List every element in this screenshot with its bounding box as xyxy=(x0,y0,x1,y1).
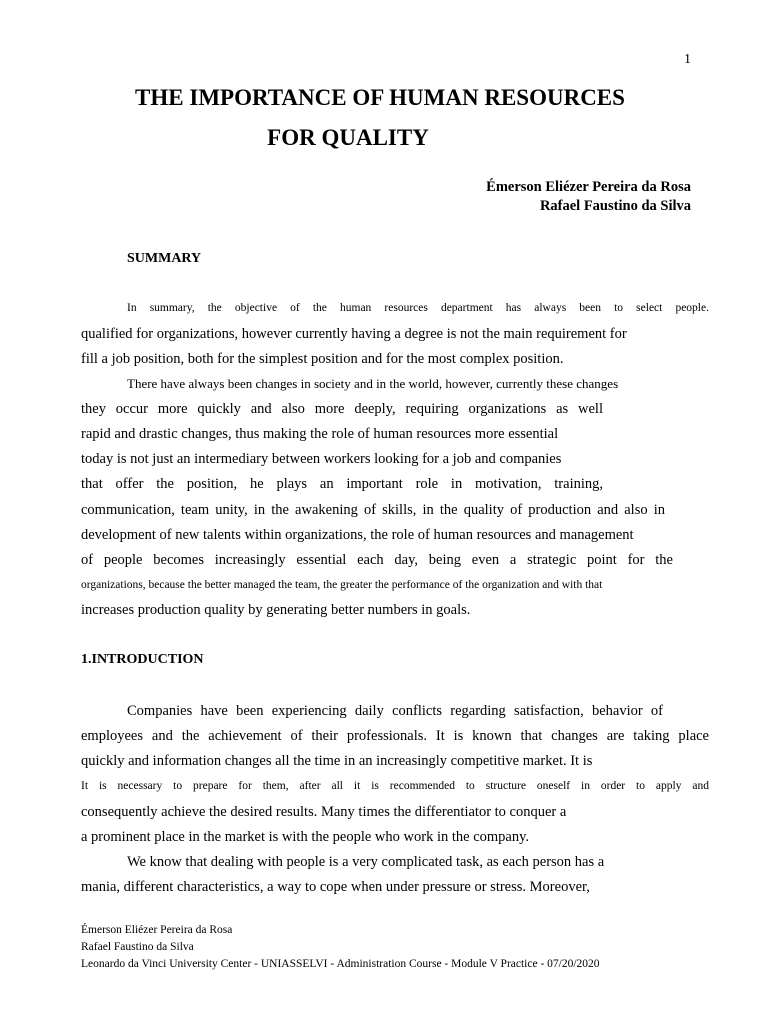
intro-line: It is necessary to prepare for them, after all it is recommended to structure oneself in order to apply and xyxy=(81,780,709,792)
intro-line: We know that dealing with people is a very complicated task, as each person has a xyxy=(127,854,605,870)
footer-author-2: Rafael Faustino da Silva xyxy=(81,941,194,953)
title-line-1: THE IMPORTANCE OF HUMAN RESOURCES xyxy=(135,85,625,110)
intro-line: quickly and information changes all the time in an increasingly competitive market. It is xyxy=(81,753,593,769)
summary-line: There have always been changes in society and in the world, however, currently these changes xyxy=(127,376,619,391)
author-2: Rafael Faustino da Silva xyxy=(539,198,691,214)
summary-line: of people becomes increasingly essential each day, being even a strategic point for the xyxy=(81,552,673,568)
summary-line: today is not just an intermediary between workers looking for a job and companies xyxy=(81,451,562,467)
summary-line: development of new talents within organizations, the role of human resources and management xyxy=(81,527,634,543)
summary-heading: SUMMARY xyxy=(127,251,202,266)
summary-line: that offer the position, he plays an important role in motivation, training, xyxy=(81,476,603,492)
author-1: Émerson Eliézer Pereira da Rosa xyxy=(486,179,691,195)
intro-line: consequently achieve the desired results. Many times the differentiator to conquer a xyxy=(81,804,567,820)
intro-line: Companies have been experiencing daily conflicts regarding satisfaction, behavior of xyxy=(127,703,663,719)
summary-line: organizations, because the better managed the team, the greater the performance of the organization and with that xyxy=(81,579,603,591)
title-line-2: FOR QUALITY xyxy=(267,125,429,150)
summary-line: In summary, the objective of the human resources department has always been to select people. xyxy=(127,302,709,314)
summary-line: communication, team unity, in the awakening of skills, in the quality of production and also in xyxy=(81,502,665,518)
footer-institution: Leonardo da Vinci University Center - UNIASSELVI - Administration Course - Module V Practice - 07/20/2020 xyxy=(81,958,600,970)
summary-line: they occur more quickly and also more deeply, requiring organizations as well xyxy=(81,401,603,417)
footer-author-1: Émerson Eliézer Pereira da Rosa xyxy=(81,924,233,936)
intro-line: mania, different characteristics, a way to cope when under pressure or stress. Moreover, xyxy=(81,879,590,895)
summary-line: qualified for organizations, however currently having a degree is not the main requirement for xyxy=(81,326,627,342)
intro-line: a prominent place in the market is with the people who work in the company. xyxy=(81,829,530,845)
page-number: 1 xyxy=(684,52,691,67)
summary-line: increases production quality by generating better numbers in goals. xyxy=(81,602,471,618)
summary-line: rapid and drastic changes, thus making the role of human resources more essential xyxy=(81,426,559,442)
intro-line: employees and the achievement of their professionals. It is known that changes are taking place xyxy=(81,728,709,744)
introduction-heading: 1.INTRODUCTION xyxy=(81,652,204,667)
summary-line: fill a job position, both for the simplest position and for the most complex position. xyxy=(81,351,564,367)
